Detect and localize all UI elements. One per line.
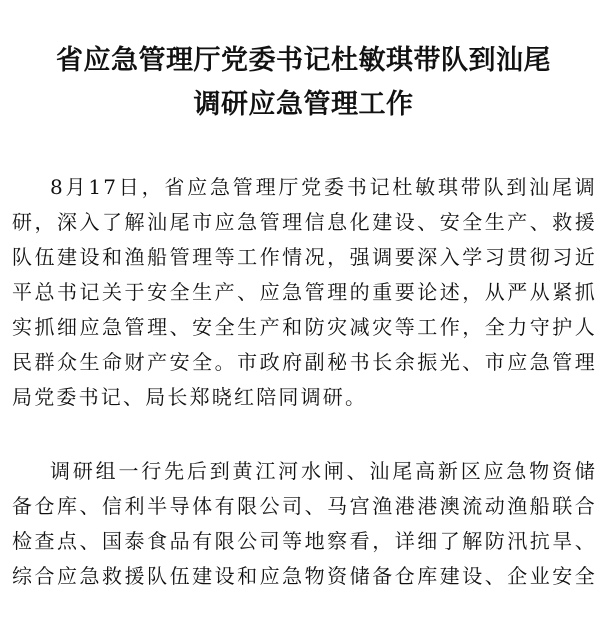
paragraph-line: 备仓库、信利半导体有限公司、马宫渔港港澳流动渔船联合 (12, 494, 597, 518)
paragraph-line: 综合应急救援队伍建设和应急物资储备仓库建设、企业安全 (12, 564, 597, 588)
article-title-line-1: 省应急管理厅党委书记杜敏琪带队到汕尾 (56, 45, 551, 76)
paragraph-line: 队伍建设和渔船管理等工作情况，强调要深入学习贯彻习近 (12, 245, 597, 269)
paragraph-line: 平总书记关于安全生产、应急管理的重要论述，从严从紧抓 (12, 280, 597, 304)
paragraph-line: 局党委书记、局长郑晓红陪同调研。 (12, 385, 368, 409)
article-paragraph-1 (12, 170, 597, 415)
paragraph-line: 检查点、国泰食品有限公司等地察看，详细了解防汛抗旱、 (12, 529, 597, 553)
paragraph-line: 民群众生命财产安全。市政府副秘书长余振光、市应急管理 (12, 350, 597, 374)
paragraph-line: 8月17日，省应急管理厅党委书记杜敏琪带队到汕尾调 (50, 175, 597, 199)
paragraph-line: 研，深入了解汕尾市应急管理信息化建设、安全生产、救援 (12, 210, 597, 234)
article-title-line-2: 调研应急管理工作 (193, 89, 414, 120)
paragraph-line: 实抓细应急管理、安全生产和防灾减灾等工作，全力守护人 (12, 315, 597, 339)
paragraph-line: 调研组一行先后到黄江河水闸、汕尾高新区应急物资储 (50, 459, 597, 483)
article-paragraph-2 (12, 454, 597, 594)
